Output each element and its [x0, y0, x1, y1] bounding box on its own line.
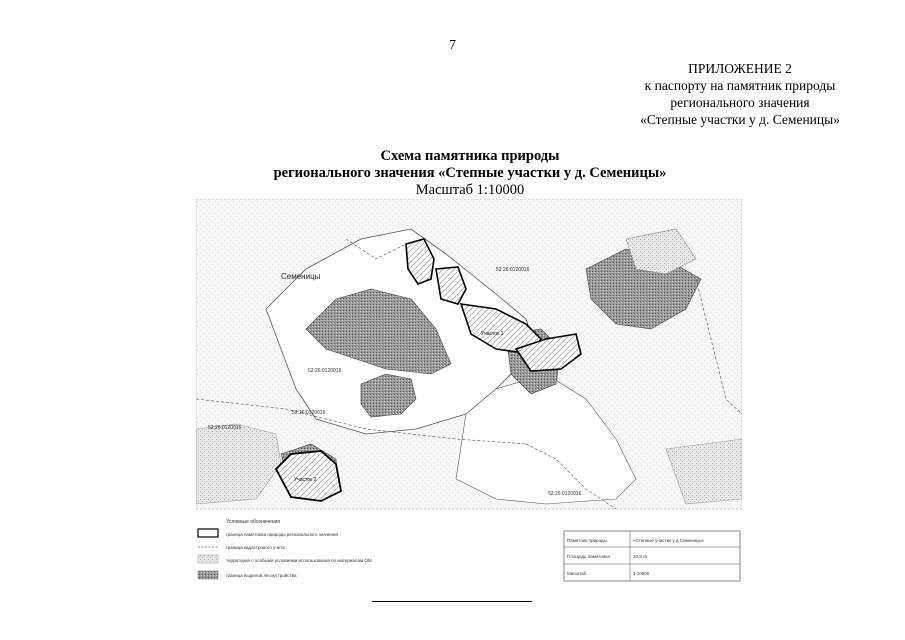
page-number: 7	[449, 38, 456, 53]
info-row-2-value: 20,8 га	[633, 554, 648, 559]
info-row-3-label: Масштаб	[567, 571, 587, 576]
legend-item-4: граница выделов лесоустройства	[226, 573, 297, 578]
footer-divider	[372, 601, 532, 602]
info-table	[564, 531, 740, 581]
legend-swatch-monument	[198, 529, 218, 537]
info-row-3-value: 1:10000	[633, 571, 650, 576]
legend-item-3: территория с особыми условиями использования по материалам ОМ	[226, 558, 372, 563]
legend	[198, 519, 372, 579]
info-row-2-label: Площадь памятника	[567, 554, 610, 559]
scheme-scale: Масштаб 1:10000	[415, 182, 525, 198]
parcel-label-4: 52:26:0120016	[208, 425, 242, 431]
village-label: Семеницы	[281, 272, 321, 281]
legend-swatch-forest	[198, 571, 218, 579]
scheme-map	[196, 199, 742, 591]
legend-heading: Условные обозначения	[226, 519, 281, 525]
legend-item-2: граница кадастрового учета	[226, 545, 285, 550]
appendix-line-1: ПРИЛОЖЕНИЕ 2	[688, 61, 792, 76]
appendix-line-2: к паспорту на памятник природы	[644, 78, 836, 93]
appendix-line-3: регионального значения	[670, 95, 810, 110]
info-row-1-label: Памятник природы	[567, 538, 607, 543]
legend-swatch-zone	[198, 555, 218, 563]
appendix-header	[565, 60, 905, 128]
info-row-1-value: «Степные участки у д.Семеницы»	[633, 538, 705, 543]
parcel-label-1: 52:26:0120016	[496, 267, 530, 273]
parcel-label-2: 52:26:0120016	[308, 368, 342, 374]
appendix-line-4: «Степные участки у д. Семеницы»	[640, 112, 840, 127]
scheme-title-line-2: регионального значения «Степные участки у д. Семеницы»	[273, 165, 667, 181]
parcel-label-3: 52:26:0120016	[292, 410, 326, 416]
parcel-label-5: 52:26:0120016	[548, 491, 582, 497]
scheme-title	[150, 148, 790, 199]
area-2-label: Участок 2	[294, 477, 317, 483]
scheme-title-line-1: Схема памятника природы	[380, 148, 560, 164]
legend-item-1: граница памятника природы регионального значения	[226, 532, 338, 537]
area-1-label: Участок 1	[481, 331, 504, 337]
